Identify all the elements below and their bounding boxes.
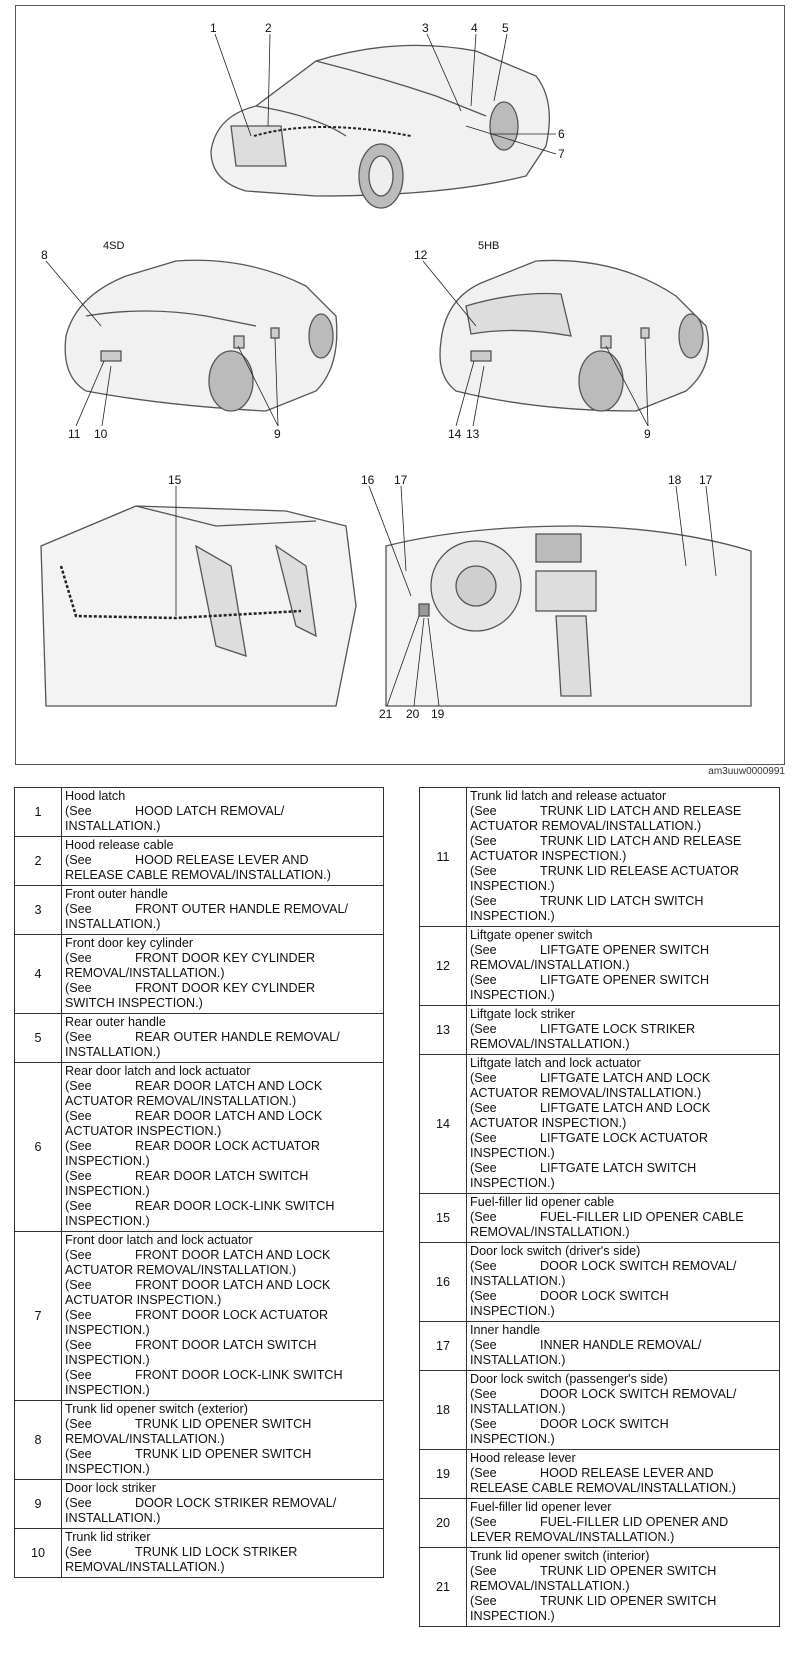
reference-line [470, 1210, 776, 1225]
reference-line [65, 1496, 380, 1511]
reference-link[interactable]: FRONT DOOR KEY CYLINDER [135, 981, 316, 995]
callout-2: 2 [265, 21, 272, 35]
reference-continuation[interactable]: ACTUATOR INSPECTION.) [470, 849, 627, 863]
part-name: Inner handle [470, 1323, 541, 1337]
reference-link[interactable]: TRUNK LID LATCH SWITCH [540, 894, 704, 908]
reference-continuation[interactable]: RELEASE CABLE REMOVAL/INSTALLATION.) [65, 868, 331, 882]
reference-line [470, 1338, 776, 1353]
reference-link[interactable]: DOOR LOCK STRIKER REMOVAL/ [135, 1496, 337, 1510]
see-label: (See [470, 1022, 497, 1036]
part-description [62, 1014, 384, 1063]
part-description [467, 1450, 780, 1499]
reference-link[interactable]: TRUNK LID OPENER SWITCH [540, 1594, 717, 1608]
reference-link[interactable]: REAR DOOR LATCH AND LOCK [135, 1079, 323, 1093]
parts-row [420, 1322, 780, 1371]
reference-line [470, 1515, 776, 1530]
reference-link[interactable]: HOOD RELEASE LEVER AND [135, 853, 309, 867]
reference-line [470, 943, 776, 958]
sedan-rear-view-illustration [65, 260, 337, 411]
reference-link[interactable]: TRUNK LID OPENER SWITCH [540, 1564, 717, 1578]
reference-link[interactable]: LIFTGATE LATCH SWITCH [540, 1161, 697, 1175]
parts-row [15, 1232, 384, 1401]
see-label: (See [65, 981, 92, 995]
part-name: Door lock switch (driver's side) [470, 1244, 641, 1258]
dashboard-interior-illustration [386, 526, 751, 706]
reference-continuation[interactable]: INSPECTION.) [470, 1609, 555, 1623]
see-label: (See [470, 943, 497, 957]
see-label: (See [470, 1131, 497, 1145]
parts-row [420, 1371, 780, 1450]
parts-row [420, 788, 780, 927]
reference-continuation[interactable]: LEVER REMOVAL/INSTALLATION.) [470, 1530, 675, 1544]
see-label: (See [470, 1071, 497, 1085]
reference-continuation[interactable]: REMOVAL/INSTALLATION.) [470, 1037, 630, 1051]
callout-15: 15 [168, 473, 182, 487]
reference-line [470, 1466, 776, 1481]
reference-link[interactable]: DOOR LOCK SWITCH [540, 1417, 669, 1431]
reference-continuation[interactable]: ACTUATOR INSPECTION.) [65, 1293, 222, 1307]
reference-continuation[interactable]: REMOVAL/INSTALLATION.) [65, 1560, 225, 1574]
part-name: Fuel-filler lid opener lever [470, 1500, 612, 1514]
part-name: Hood latch [65, 789, 126, 803]
reference-line [65, 1139, 380, 1154]
reference-link[interactable]: TRUNK LID LATCH AND RELEASE [540, 804, 742, 818]
reference-link[interactable]: LIFTGATE LATCH AND LOCK [540, 1071, 711, 1085]
part-name: Front door key cylinder [65, 936, 194, 950]
reference-continuation[interactable]: INSTALLATION.) [65, 1511, 161, 1525]
reference-link[interactable]: REAR DOOR LATCH SWITCH [135, 1169, 309, 1183]
reference-link[interactable]: FRONT DOOR LATCH AND LOCK [135, 1248, 331, 1262]
part-name: Liftgate lock striker [470, 1007, 575, 1021]
parts-row [15, 1480, 384, 1529]
part-description [467, 1322, 780, 1371]
callout-11: 11 [68, 427, 81, 441]
callout-18: 18 [668, 473, 682, 487]
reference-line [65, 1278, 380, 1293]
reference-link[interactable]: DOOR LOCK SWITCH REMOVAL/ [540, 1387, 737, 1401]
interior-side-view-illustration [41, 506, 356, 706]
part-number: 1 [15, 788, 62, 837]
part-description [467, 1371, 780, 1450]
reference-continuation[interactable]: ACTUATOR REMOVAL/INSTALLATION.) [470, 1086, 702, 1100]
reference-link[interactable]: FRONT DOOR LOCK-LINK SWITCH [135, 1368, 343, 1382]
reference-line [470, 1022, 776, 1037]
callout-1: 1 [210, 21, 217, 35]
parts-row [420, 1243, 780, 1322]
reference-line [470, 1071, 776, 1086]
part-description [62, 935, 384, 1014]
reference-link[interactable]: TRUNK LID RELEASE ACTUATOR [540, 864, 739, 878]
reference-line [470, 1564, 776, 1579]
see-label: (See [470, 1161, 497, 1175]
see-label: (See [470, 1210, 497, 1224]
callout-20: 20 [406, 707, 420, 721]
see-label: (See [65, 853, 92, 867]
see-label: (See [65, 1079, 92, 1093]
callout-10: 10 [94, 427, 108, 441]
callout-8: 8 [41, 248, 48, 262]
callout-13: 13 [466, 427, 480, 441]
reference-line [470, 864, 776, 879]
part-number: 8 [15, 1401, 62, 1480]
see-label: (See [65, 804, 92, 818]
reference-line [470, 1289, 776, 1304]
component-location-figure [15, 5, 785, 765]
reference-continuation[interactable]: INSPECTION.) [65, 1383, 150, 1397]
see-label: (See [470, 864, 497, 878]
reference-continuation[interactable]: INSPECTION.) [470, 1304, 555, 1318]
part-name: Rear door latch and lock actuator [65, 1064, 251, 1078]
reference-continuation[interactable]: INSPECTION.) [65, 1462, 150, 1476]
see-label: (See [65, 1417, 92, 1431]
reference-line [470, 804, 776, 819]
reference-link[interactable]: DOOR LOCK SWITCH REMOVAL/ [540, 1259, 737, 1273]
reference-link[interactable]: LIFTGATE LOCK ACTUATOR [540, 1131, 708, 1145]
reference-continuation[interactable]: INSPECTION.) [470, 879, 555, 893]
see-label: (See [65, 1368, 92, 1382]
see-label: (See [65, 1496, 92, 1510]
reference-line [65, 1545, 380, 1560]
reference-continuation[interactable]: ACTUATOR REMOVAL/INSTALLATION.) [65, 1094, 297, 1108]
see-label: (See [470, 1417, 497, 1431]
car-front-view-illustration [211, 45, 549, 208]
parts-row [15, 1063, 384, 1232]
parts-row [15, 837, 384, 886]
part-number: 4 [15, 935, 62, 1014]
callout-9-hatchback: 9 [644, 427, 651, 441]
part-name: Front door latch and lock actuator [65, 1233, 253, 1247]
reference-line [65, 902, 380, 917]
reference-line [65, 1169, 380, 1184]
reference-link[interactable]: FUEL-FILLER LID OPENER AND [540, 1515, 729, 1529]
see-label: (See [65, 1199, 92, 1213]
part-description [62, 1232, 384, 1401]
callout-6: 6 [558, 127, 565, 141]
reference-link[interactable]: FUEL-FILLER LID OPENER CABLE [540, 1210, 744, 1224]
part-description [62, 1063, 384, 1232]
callout-19: 19 [431, 707, 445, 721]
reference-link[interactable]: FRONT DOOR LATCH SWITCH [135, 1338, 317, 1352]
parts-row [420, 1055, 780, 1194]
reference-link[interactable]: INNER HANDLE REMOVAL/ [540, 1338, 702, 1352]
part-name: Trunk lid striker [65, 1530, 151, 1544]
see-label: (See [65, 902, 92, 916]
reference-link[interactable]: REAR DOOR LOCK ACTUATOR [135, 1139, 320, 1153]
part-description [62, 1529, 384, 1578]
see-label: (See [470, 1594, 497, 1608]
see-label: (See [470, 1564, 497, 1578]
part-number: 19 [420, 1450, 467, 1499]
callout-7: 7 [558, 147, 565, 161]
part-description [467, 1548, 780, 1627]
reference-line [470, 973, 776, 988]
see-label: (See [470, 804, 497, 818]
part-name: Trunk lid latch and release actuator [470, 789, 667, 803]
part-name: Hood release lever [470, 1451, 576, 1465]
part-description [467, 1243, 780, 1322]
see-label: (See [470, 834, 497, 848]
reference-continuation[interactable]: INSPECTION.) [65, 1154, 150, 1168]
callout-12: 12 [414, 248, 428, 262]
reference-continuation[interactable]: REMOVAL/INSTALLATION.) [470, 958, 630, 972]
callout-5: 5 [502, 21, 509, 35]
parts-row [15, 1014, 384, 1063]
reference-line [65, 804, 380, 819]
parts-row [420, 1194, 780, 1243]
reference-continuation[interactable]: REMOVAL/INSTALLATION.) [470, 1225, 630, 1239]
reference-continuation[interactable]: INSTALLATION.) [470, 1402, 566, 1416]
part-name: Rear outer handle [65, 1015, 166, 1029]
parts-table-right [419, 787, 780, 1627]
reference-line [65, 1338, 380, 1353]
part-description [62, 1401, 384, 1480]
part-description [62, 788, 384, 837]
callout-21: 21 [379, 707, 393, 721]
see-label: (See [470, 1338, 497, 1352]
part-description [62, 837, 384, 886]
reference-continuation[interactable]: INSPECTION.) [470, 909, 555, 923]
reference-continuation[interactable]: REMOVAL/INSTALLATION.) [65, 966, 225, 980]
see-label: (See [470, 1515, 497, 1529]
part-number: 3 [15, 886, 62, 935]
see-label: (See [470, 894, 497, 908]
callout-9-sedan: 9 [274, 427, 281, 441]
callout-16: 16 [361, 473, 375, 487]
reference-line [65, 1199, 380, 1214]
parts-row [15, 886, 384, 935]
part-number: 13 [420, 1006, 467, 1055]
reference-continuation[interactable]: INSTALLATION.) [65, 917, 161, 931]
reference-line [65, 981, 380, 996]
part-number: 11 [420, 788, 467, 927]
part-name: Liftgate opener switch [470, 928, 593, 942]
reference-link[interactable]: LIFTGATE LATCH AND LOCK [540, 1101, 711, 1115]
reference-continuation[interactable]: REMOVAL/INSTALLATION.) [65, 1432, 225, 1446]
reference-continuation[interactable]: RELEASE CABLE REMOVAL/INSTALLATION.) [470, 1481, 736, 1495]
part-name: Door lock striker [65, 1481, 156, 1495]
reference-continuation[interactable]: INSPECTION.) [470, 1432, 555, 1446]
part-description [62, 1480, 384, 1529]
reference-line [65, 1308, 380, 1323]
reference-line [65, 853, 380, 868]
reference-continuation[interactable]: ACTUATOR INSPECTION.) [470, 1116, 627, 1130]
reference-continuation[interactable]: ACTUATOR REMOVAL/INSTALLATION.) [470, 819, 702, 833]
see-label: (See [65, 951, 92, 965]
group-label-4sd: 4SD [103, 240, 125, 252]
part-number: 12 [420, 927, 467, 1006]
see-label: (See [65, 1447, 92, 1461]
reference-continuation[interactable]: INSPECTION.) [470, 1176, 555, 1190]
reference-link[interactable]: REAR OUTER HANDLE REMOVAL/ [135, 1030, 340, 1044]
parts-row [420, 1548, 780, 1627]
reference-line [65, 951, 380, 966]
part-description [467, 1006, 780, 1055]
reference-link[interactable]: FRONT OUTER HANDLE REMOVAL/ [135, 902, 348, 916]
reference-link[interactable]: REAR DOOR LOCK-LINK SWITCH [135, 1199, 335, 1213]
reference-line [470, 834, 776, 849]
part-number: 14 [420, 1055, 467, 1194]
reference-line [65, 1248, 380, 1263]
see-label: (See [65, 1545, 92, 1559]
group-label-5hb: 5HB [478, 240, 500, 252]
callout-17-right: 17 [699, 473, 713, 487]
reference-continuation[interactable]: INSPECTION.) [65, 1214, 150, 1228]
callout-3: 3 [422, 21, 429, 35]
reference-link[interactable]: LIFTGATE OPENER SWITCH [540, 943, 710, 957]
part-name: Hood release cable [65, 838, 174, 852]
callout-4: 4 [471, 21, 478, 35]
part-description [467, 1499, 780, 1548]
reference-link[interactable]: TRUNK LID OPENER SWITCH [135, 1417, 312, 1431]
reference-continuation[interactable]: INSTALLATION.) [470, 1274, 566, 1288]
reference-link[interactable]: TRUNK LID OPENER SWITCH [135, 1447, 312, 1461]
part-name: Trunk lid opener switch (exterior) [65, 1402, 248, 1416]
figure-drawing [16, 6, 786, 766]
reference-continuation[interactable]: INSTALLATION.) [65, 819, 161, 833]
part-name: Door lock switch (passenger's side) [470, 1372, 668, 1386]
part-number: 5 [15, 1014, 62, 1063]
part-description [467, 927, 780, 1006]
reference-link[interactable]: REAR DOOR LATCH AND LOCK [135, 1109, 323, 1123]
reference-continuation[interactable]: INSTALLATION.) [470, 1353, 566, 1367]
part-number: 7 [15, 1232, 62, 1401]
parts-row [15, 935, 384, 1014]
reference-line [65, 1030, 380, 1045]
reference-line [65, 1079, 380, 1094]
reference-link[interactable]: TRUNK LID LOCK STRIKER [135, 1545, 298, 1559]
callout-17-left: 17 [394, 473, 408, 487]
part-number: 18 [420, 1371, 467, 1450]
part-description [467, 1055, 780, 1194]
reference-continuation[interactable]: SWITCH INSPECTION.) [65, 996, 203, 1010]
reference-link[interactable]: HOOD LATCH REMOVAL/ [135, 804, 285, 818]
reference-link[interactable]: FRONT DOOR KEY CYLINDER [135, 951, 316, 965]
part-description [467, 788, 780, 927]
reference-continuation[interactable]: ACTUATOR REMOVAL/INSTALLATION.) [65, 1263, 297, 1277]
see-label: (See [65, 1278, 92, 1292]
part-name: Liftgate latch and lock actuator [470, 1056, 641, 1070]
reference-continuation[interactable]: INSPECTION.) [65, 1353, 150, 1367]
reference-line [470, 1594, 776, 1609]
reference-continuation[interactable]: REMOVAL/INSTALLATION.) [470, 1579, 630, 1593]
reference-continuation[interactable]: INSTALLATION.) [65, 1045, 161, 1059]
reference-link[interactable]: FRONT DOOR LOCK ACTUATOR [135, 1308, 329, 1322]
part-number: 10 [15, 1529, 62, 1578]
part-number: 16 [420, 1243, 467, 1322]
reference-line [65, 1417, 380, 1432]
reference-line [65, 1447, 380, 1462]
see-label: (See [470, 1387, 497, 1401]
parts-row [420, 1006, 780, 1055]
figure-code: am3uuw0000991 [708, 766, 785, 777]
see-label: (See [65, 1338, 92, 1352]
reference-line [470, 1417, 776, 1432]
reference-line [470, 1259, 776, 1274]
see-label: (See [65, 1109, 92, 1123]
part-number: 17 [420, 1322, 467, 1371]
parts-row [420, 1450, 780, 1499]
see-label: (See [470, 1101, 497, 1115]
reference-line [470, 1161, 776, 1176]
part-name: Trunk lid opener switch (interior) [470, 1549, 650, 1563]
reference-continuation[interactable]: INSPECTION.) [470, 1146, 555, 1160]
parts-table-left [14, 787, 384, 1578]
see-label: (See [65, 1308, 92, 1322]
reference-link[interactable]: LIFTGATE OPENER SWITCH [540, 973, 710, 987]
parts-row [15, 788, 384, 837]
reference-line [65, 1368, 380, 1383]
reference-line [470, 1131, 776, 1146]
part-name: Fuel-filler lid opener cable [470, 1195, 615, 1209]
see-label: (See [65, 1139, 92, 1153]
part-number: 2 [15, 837, 62, 886]
see-label: (See [470, 1466, 497, 1480]
reference-continuation[interactable]: ACTUATOR INSPECTION.) [65, 1124, 222, 1138]
part-description [62, 886, 384, 935]
reference-continuation[interactable]: INSPECTION.) [65, 1184, 150, 1198]
part-name: Front outer handle [65, 887, 168, 901]
callout-14: 14 [448, 427, 462, 441]
reference-link[interactable]: HOOD RELEASE LEVER AND [540, 1466, 714, 1480]
reference-link[interactable]: DOOR LOCK SWITCH [540, 1289, 669, 1303]
parts-row [15, 1529, 384, 1578]
reference-line [470, 894, 776, 909]
part-number: 6 [15, 1063, 62, 1232]
see-label: (See [65, 1030, 92, 1044]
reference-line [470, 1101, 776, 1116]
see-label: (See [65, 1248, 92, 1262]
parts-row [15, 1401, 384, 1480]
see-label: (See [65, 1169, 92, 1183]
part-number: 20 [420, 1499, 467, 1548]
reference-line [65, 1109, 380, 1124]
reference-line [470, 1387, 776, 1402]
see-label: (See [470, 973, 497, 987]
parts-row [420, 1499, 780, 1548]
see-label: (See [470, 1259, 497, 1273]
reference-continuation[interactable]: INSPECTION.) [65, 1323, 150, 1337]
part-number: 15 [420, 1194, 467, 1243]
part-description [467, 1194, 780, 1243]
reference-link[interactable]: LIFTGATE LOCK STRIKER [540, 1022, 696, 1036]
parts-row [420, 927, 780, 1006]
see-label: (See [470, 1289, 497, 1303]
reference-link[interactable]: FRONT DOOR LATCH AND LOCK [135, 1278, 331, 1292]
part-number: 9 [15, 1480, 62, 1529]
reference-continuation[interactable]: INSPECTION.) [470, 988, 555, 1002]
reference-link[interactable]: TRUNK LID LATCH AND RELEASE [540, 834, 742, 848]
part-number: 21 [420, 1548, 467, 1627]
